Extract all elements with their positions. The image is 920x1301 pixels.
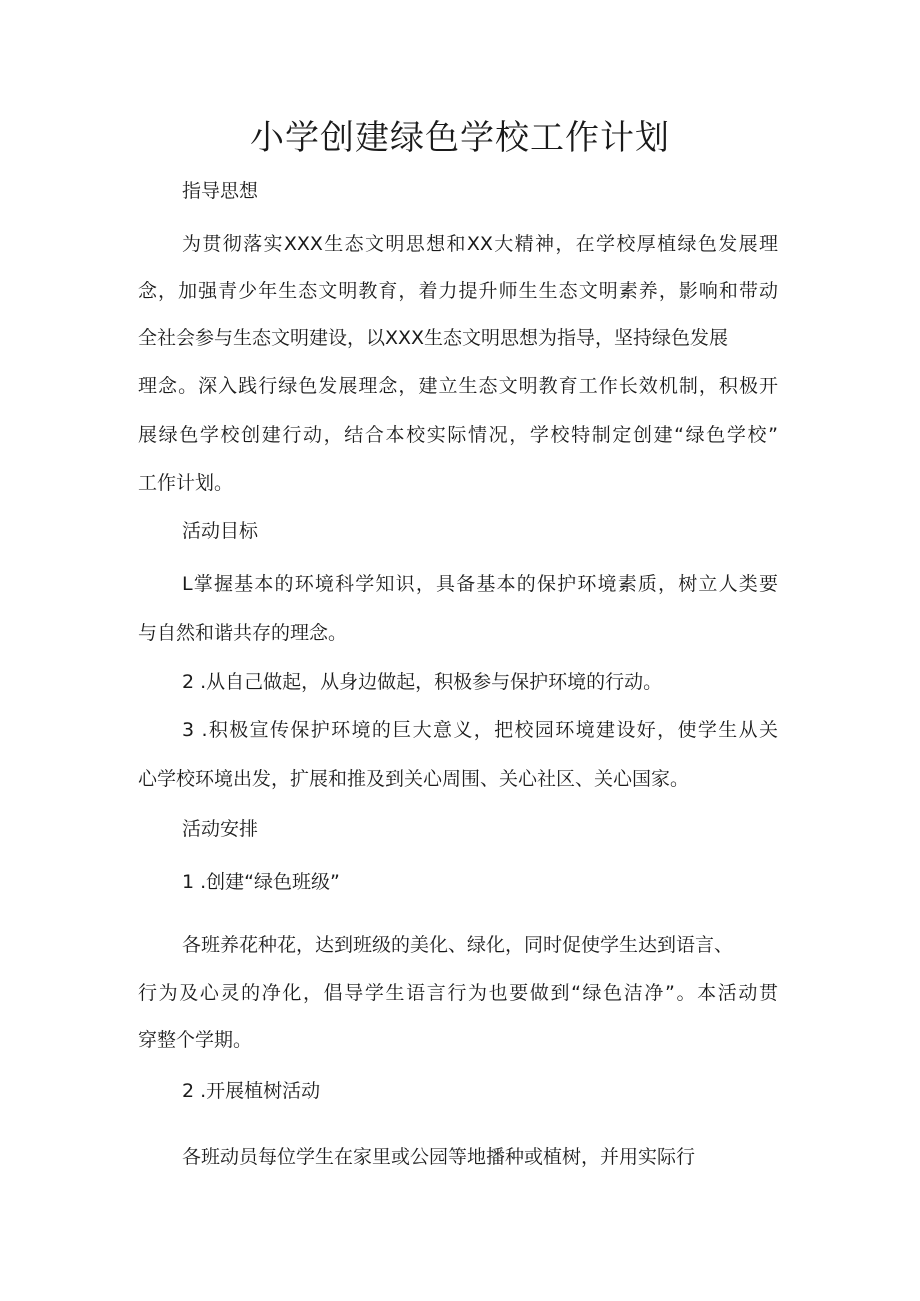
paragraph-line: 穿整个学期。 xyxy=(138,1029,253,1051)
paragraph-line: 各班养花种花，达到班级的美化、绿化，同时促使学生达到语言、 xyxy=(182,934,734,956)
section-heading-activity-arrangement: 活动安排 xyxy=(182,818,259,840)
paragraph-line: 行为及心灵的净化，倡导学生语言行为也要做到“绿色洁净”。本活动贯 xyxy=(138,982,778,1004)
section-heading-activity-goals: 活动目标 xyxy=(182,520,259,542)
document-title: 小学创建绿色学校工作计划 xyxy=(250,118,670,158)
paragraph-line: 各班动员每位学生在家里或公园等地播种或植树，并用实际行 xyxy=(182,1146,696,1168)
paragraph-line: 念，加强青少年生态文明教育，着力提升师生生态文明素养，影响和带动 xyxy=(138,280,778,302)
paragraph-line: 全社会参与生态文明建设，以XXX生态文明思想为指导，坚持绿色发展 xyxy=(138,327,729,349)
paragraph-line: 展绿色学校创建行动，结合本校实际情况，学校特制定创建“绿色学校” xyxy=(138,424,778,446)
paragraph-line: 为贯彻落实XXX生态文明思想和XX大精神，在学校厚植绿色发展理 xyxy=(182,233,778,255)
goal-item: 3 .积极宣传保护环境的巨大意义，把校园环境建设好，使学生从关 xyxy=(182,719,778,741)
arrangement-item-title: 2 .开展植树活动 xyxy=(182,1080,321,1102)
goal-item: L掌握基本的环境科学知识，具备基本的保护环境素质，树立人类要 xyxy=(182,573,778,595)
section-heading-guiding-thought: 指导思想 xyxy=(182,180,259,202)
paragraph-line: 理念。深入践行绿色发展理念，建立生态文明教育工作长效机制，积极开 xyxy=(138,375,778,397)
goal-item: 2 .从自己做起，从身边做起，积极参与保护环境的行动。 xyxy=(182,671,663,693)
paragraph-line: 工作计划。 xyxy=(138,472,234,494)
goal-item-continuation: 心学校环境出发，扩展和推及到关心周围、关心社区、关心国家。 xyxy=(138,768,690,790)
goal-item-continuation: 与自然和谐共存的理念。 xyxy=(138,622,348,644)
arrangement-item-title: 1 .创建“绿色班级” xyxy=(182,871,340,893)
